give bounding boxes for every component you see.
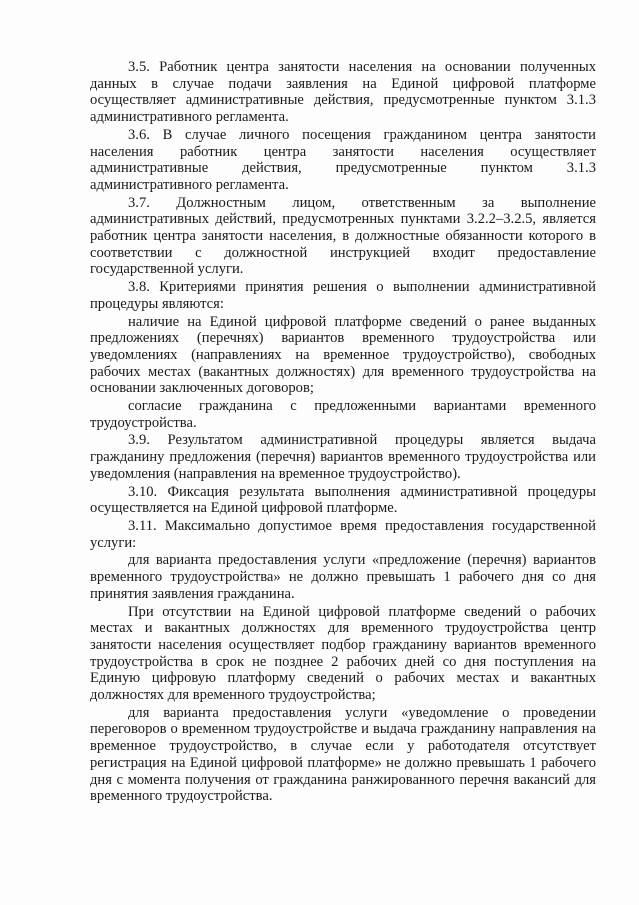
document-body xyxy=(90,59,596,805)
paragraph-3-5: 3.5. Работник центра занятости населения на основании полученных данных в случае подачи заявления на Единой цифровой платформе осуществляет административные действия, предусмотренные пунктом 3.1.3 административного регламента. xyxy=(90,59,596,126)
paragraph-criterion-2: согласие гражданина с предложенными вариантами временного трудоустройства. xyxy=(90,398,596,431)
paragraph-criterion-1: наличие на Единой цифровой платформе сведений о ранее выданных предложениях (перечнях) вариантов временного трудоустройства или уведомлениях (направлениях на временное трудоустройство), свободных рабочих местах (вакантных должностях) для временного трудоустройства на основании заключенных договоров; xyxy=(90,313,596,397)
paragraph-3-10: 3.10. Фиксация результата выполнения административной процедуры осуществляется на Единой цифровой платформе. xyxy=(90,483,596,517)
paragraph-variant-1: для варианта предоставления услуги «предложение (перечня) вариантов временного трудоустройства» не должно превышать 1 рабочего дня со дня принятия заявления гражданина. xyxy=(90,552,596,602)
paragraph-3-8: 3.8. Критериями принятия решения о выполнении административной процедуры являются: xyxy=(90,279,596,312)
paragraph-variant-2: для варианта предоставления услуги «уведомление о проведении переговоров о временном трудоустройстве и выдача гражданину направления на временное трудоустройство, в случае если у работодателя отсутствует регистрация на Единой цифровой платформе» не должно превышать 1 рабочего дня с момента получения от гражданина ранжированного перечня вакансий для временного трудоустройства. xyxy=(90,704,596,805)
paragraph-3-9: 3.9. Результатом административной процедуры является выдача гражданину предложения (перечня) вариантов временного трудоустройства или уведомления (направления на временное трудоустройство). xyxy=(90,432,596,482)
paragraph-3-7: 3.7. Должностным лицом, ответственным за выполнение административных действий, предусмотренных пунктами 3.2.2–3.2.5, является работник центра занятости населения, в должностные обязанности которого в соответствии с должностной инструкцией входит предоставление государственной услуги. xyxy=(90,194,596,278)
paragraph-no-data: При отсутствии на Единой цифровой платформе сведений о рабочих местах и вакантных должностях для временного трудоустройства центр занятости населения осуществляет подбор гражданину вариантов временного трудоустройства в срок не позднее 2 рабочих дней со дня поступления на Единую цифровую платформу сведений о рабочих местах и вакантных должностях для временного трудоустройства; xyxy=(90,603,596,704)
paragraph-3-11: 3.11. Максимально допустимое время предоставления государственной услуги: xyxy=(90,517,596,551)
paragraph-3-6: 3.6. В случае личного посещения гражданином центра занятости населения работник центра занятости населения осуществляет административные действия, предусмотренные пунктом 3.1.3 административного регламента. xyxy=(90,126,596,193)
